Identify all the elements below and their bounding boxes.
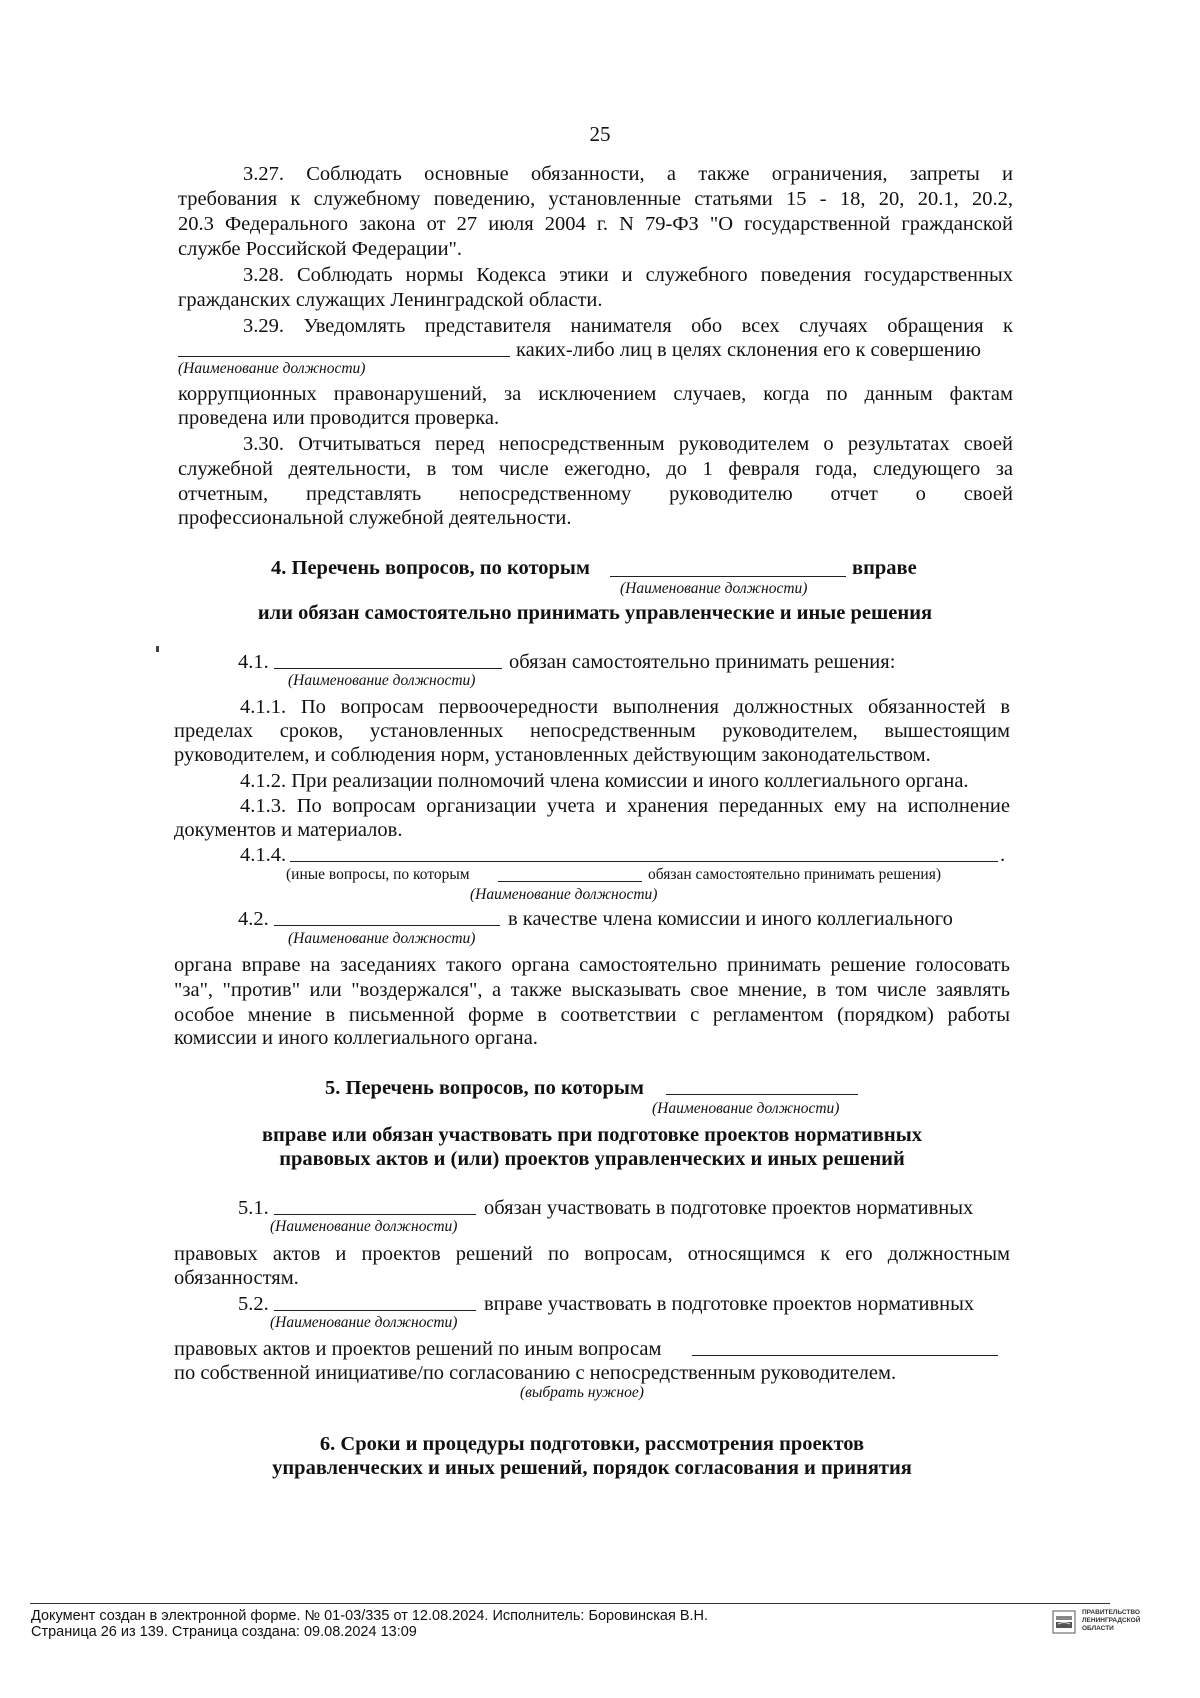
position-caption: (Наименование должности) (652, 1100, 840, 1117)
para-5-2-line-3: по собственной инициативе/по согласованию с непосредственным руководителем. (174, 1362, 897, 1384)
position-blank-line (274, 925, 500, 926)
footer-document-info: Документ создан в электронной форме. № 01-03/335 от 12.08.2024. Исполнитель: Боровинская В.Н. (31, 1608, 709, 1624)
para-4-1-4-number: 4.1.4. (240, 844, 287, 866)
position-caption: (Наименование должности) (470, 886, 658, 903)
other-issues-blank-line (290, 861, 998, 862)
para-5-1-line-3: обязанностям. (174, 1267, 299, 1289)
logo-text-line-1: ПРАВИТЕЛЬСТВО (1082, 1609, 1140, 1616)
para-4-1-1-line-1: 4.1.1. По вопросам первоочередности выполнения должностных обязанностей в (240, 696, 1010, 718)
para-4-1-text: обязан самостоятельно принимать решения: (509, 651, 896, 673)
choose-option-caption: (выбрать нужное) (520, 1384, 644, 1401)
para-3-29-line-1: 3.29. Уведомлять представителя нанимателя обо всех случаях обращения к (243, 315, 1013, 337)
para-4-1-4-end: . (1000, 844, 1006, 866)
para-4-1-3-line-2: документов и материалов. (174, 819, 403, 841)
para-3-27-line-2: требования к служебному поведению, установленные статьями 15 - 18, 20, 20.1, 20.2, (178, 188, 1013, 210)
para-4-1-1-line-2: пределах сроков, установленных непосредственным руководителем, вышестоящим (174, 720, 1010, 742)
para-3-30-line-4: профессиональной служебной деятельности. (178, 507, 572, 529)
page-number: 25 (589, 122, 611, 146)
position-caption: (Наименование должности) (620, 580, 808, 597)
government-logo-text (1082, 1609, 1140, 1633)
position-blank-line (178, 356, 510, 357)
logo-text-line-3: ОБЛАСТИ (1082, 1625, 1114, 1632)
section-4-heading-line-2: или обязан самостоятельно принимать управленческие и иные решения (257, 602, 933, 624)
footer-divider (30, 1603, 1110, 1604)
position-blank-line (610, 576, 846, 577)
para-3-27-line-1: 3.27. Соблюдать основные обязанности, а также ограничения, запреты и (243, 163, 1013, 185)
para-3-28-line-2: гражданских служащих Ленинградской области. (178, 289, 603, 311)
other-issues-caption-a: (иные вопросы, по которым (286, 866, 470, 883)
scan-artifact-mark (156, 646, 159, 652)
para-4-2-number: 4.2. (238, 908, 269, 930)
section-5-heading-line-2: вправе или обязан участвовать при подготовке проектов нормативных (261, 1124, 923, 1146)
para-3-29-line-3: коррупционных правонарушений, за исключением случаев, когда по данным фактам (178, 383, 1013, 405)
section-5-heading-line-1: 5. Перечень вопросов, по которым (325, 1077, 644, 1099)
logo-text-line-2: ЛЕНИНГРАДСКОЙ (1082, 1617, 1141, 1624)
position-caption: (Наименование должности) (270, 1218, 458, 1235)
para-4-1-1-line-3: руководителем, и соблюдения норм, установленных действующим законодательством. (174, 744, 931, 766)
section-6-heading-line-2: управленческих и иных решений, порядок согласования и принятия (272, 1457, 912, 1479)
para-5-2-line-2: правовых актов и проектов решений по иным вопросам (174, 1338, 662, 1360)
position-caption: (Наименование должности) (288, 930, 476, 947)
para-5-2-text: вправе участвовать в подготовке проектов нормативных (484, 1293, 975, 1315)
para-4-2-line-2: органа вправе на заседаниях такого органа самостоятельно принимать решение голосовать (174, 954, 1010, 976)
para-5-1-line-2: правовых актов и проектов решений по вопросам, относящимся к его должностным (174, 1243, 1010, 1265)
para-4-2-line-3: "за", "против" или "воздержался", а также высказывать свое мнение, в том числе заявлять (174, 979, 1010, 1001)
position-blank-line (274, 1214, 476, 1215)
section-6-heading-line-1: 6. Сроки и процедуры подготовки, рассмотрения проектов (319, 1433, 865, 1455)
position-caption: (Наименование должности) (288, 672, 476, 689)
position-caption: (Наименование должности) (178, 360, 366, 377)
para-5-1-number: 5.1. (238, 1197, 269, 1219)
para-4-2-line-5: комиссии и иного коллегиального органа. (174, 1027, 538, 1049)
para-4-1-3-line-1: 4.1.3. По вопросам организации учета и хранения переданных ему на исполнение (240, 795, 1010, 817)
para-4-2-line-4: особое мнение в письменной форме в соответствии с регламентом (порядком) работы (174, 1004, 1010, 1026)
position-blank-line (274, 668, 502, 669)
position-blank-line (498, 881, 642, 882)
position-blank-line (666, 1094, 858, 1095)
para-5-1-text: обязан участвовать в подготовке проектов нормативных (484, 1197, 974, 1219)
para-3-30-line-3: отчетным, представлять непосредственному руководителю отчет о своей (178, 483, 1013, 505)
position-blank-line (274, 1310, 476, 1311)
footer-page-info: Страница 26 из 139. Страница создана: 09.08.2024 13:09 (31, 1624, 417, 1640)
section-4-heading-part-2: вправе (852, 557, 917, 579)
government-emblem-icon (1052, 1610, 1076, 1634)
para-3-27-line-3: 20.3 Федерального закона от 27 июля 2004 г. N 79-ФЗ "О государственной гражданской (178, 213, 1013, 235)
para-3-30-line-2: служебной деятельности, в том числе ежегодно, до 1 февраля года, следующего за (178, 458, 1013, 480)
para-4-2-text: в качестве члена комиссии и иного коллегиального (508, 908, 953, 930)
para-3-27-line-4: службе Российской Федерации". (178, 238, 463, 260)
section-4-heading-part-1: 4. Перечень вопросов, по которым (271, 557, 590, 579)
para-4-1-number: 4.1. (238, 651, 269, 673)
para-3-30-line-1: 3.30. Отчитываться перед непосредственным руководителем о результатах своей (243, 433, 1013, 455)
para-3-29-line-2: каких-либо лиц в целях склонения его к совершению (516, 339, 981, 361)
para-4-1-2: 4.1.2. При реализации полномочий члена комиссии и иного коллегиального органа. (240, 770, 969, 792)
para-5-2-number: 5.2. (238, 1293, 269, 1315)
other-issues-blank-line (692, 1355, 998, 1356)
para-3-28-line-1: 3.28. Соблюдать нормы Кодекса этики и служебного поведения государственных (243, 264, 1013, 286)
para-3-29-line-4: проведена или проводится проверка. (178, 407, 500, 429)
section-5-heading-line-3: правовых актов и (или) проектов управленческих и иных решений (279, 1148, 905, 1170)
position-caption: (Наименование должности) (270, 1314, 458, 1331)
other-issues-caption-b: обязан самостоятельно принимать решения) (648, 866, 942, 883)
